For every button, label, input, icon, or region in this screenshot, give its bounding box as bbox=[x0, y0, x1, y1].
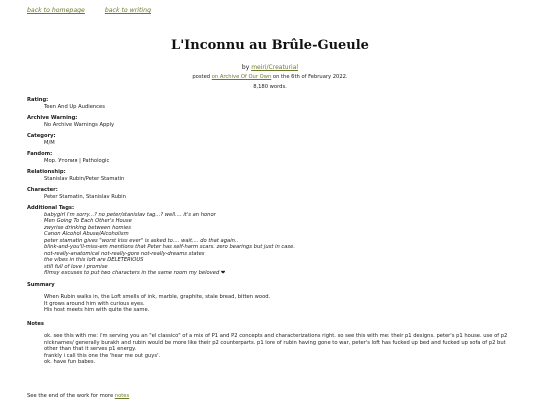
notes-line: frankly i call this one the 'hear me out guys'. bbox=[44, 352, 161, 359]
tags-block bbox=[27, 205, 527, 277]
tag-item: zwyrise drinking between homies bbox=[44, 224, 131, 231]
summary-label: Summary bbox=[27, 281, 55, 288]
tag-item: not-really-anatomical not-really-gore not-really-dreams states bbox=[44, 250, 205, 257]
warning-block bbox=[27, 115, 527, 128]
work-metadata bbox=[27, 97, 527, 371]
relationship-label: Relationship: bbox=[27, 169, 66, 175]
notes-line: ok. see this with me: i'm serving you an "el classico" of a mix of P1 and P2 concepts and characterizations right. so see this with me: their p1 designs. peter's p1 house. use of p2 nicknames/ generally burakh and rubin would be more like their p2 counterparts. p1 lore of rubin having gone to war, peter's loft has fucked up bed and fucked up sofa of p2 but other than that it serves p1 energy. bbox=[44, 333, 508, 352]
summary-line: When Rubin walks in, the Loft smells of ink, marble, graphite, stale bread, bitten wood. bbox=[44, 294, 271, 300]
end-notes-text: See the end of the work for more bbox=[27, 393, 114, 399]
tag-item: still full of love i promise bbox=[44, 263, 108, 270]
notes-label: Notes bbox=[27, 320, 44, 327]
tag-item: peter stamatin gives "worst kiss ever" is asked to.... wait.... do that again.. bbox=[44, 237, 239, 244]
character-label: Character: bbox=[27, 187, 58, 193]
character-value: Peter Stamatin, Stanislav Rubin bbox=[44, 193, 126, 200]
fandom-block bbox=[27, 151, 527, 164]
end-notes-pointer bbox=[27, 393, 129, 400]
tags-label: Additional Tags: bbox=[27, 205, 75, 211]
relationship-value: Stanislav Rubin/Peter Stamatin bbox=[44, 175, 125, 182]
by-prefix: by bbox=[241, 64, 250, 71]
summary-line: It grows around him with curious eyes. bbox=[44, 300, 145, 307]
fandom-label: Fandom: bbox=[27, 151, 53, 157]
posted-prefix: posted bbox=[192, 74, 211, 80]
category-label: Category: bbox=[27, 133, 56, 139]
summary-block bbox=[27, 282, 527, 314]
notes-block bbox=[27, 321, 527, 366]
back-to-homepage-link[interactable]: back to homepage bbox=[27, 7, 85, 14]
posted-info bbox=[0, 74, 540, 81]
rating-block bbox=[27, 97, 527, 110]
warning-label: Archive Warning: bbox=[27, 115, 78, 121]
fandom-value: Мор. Утопия | Pathologic bbox=[44, 157, 110, 164]
summary-line: His host meets him with quite the same. bbox=[44, 307, 150, 313]
posted-date: on the 6th of February 2022. bbox=[272, 74, 348, 80]
rating-value: Teen And Up Audiences bbox=[44, 103, 105, 110]
warning-value: No Archive Warnings Apply bbox=[44, 121, 115, 128]
page-title: L'Inconnu au Brûle-Gueule bbox=[171, 38, 369, 53]
tag-item: babygirl i'm sorry...? no peter/stanislav tag...? well.... it's an honor bbox=[44, 211, 216, 218]
byline bbox=[0, 64, 540, 72]
category-value: M/M bbox=[44, 139, 55, 146]
end-notes-link[interactable]: notes bbox=[114, 393, 130, 399]
character-block bbox=[27, 187, 527, 200]
word-count: 8,180 words. bbox=[253, 84, 287, 90]
tag-item: flimsy excuses to put two characters in the same room my beloved ❤ bbox=[44, 270, 226, 276]
rating-label: Rating: bbox=[27, 97, 49, 103]
archive-link[interactable]: on Archive Of Our Own bbox=[211, 74, 272, 80]
top-nav bbox=[27, 7, 169, 15]
relationship-block bbox=[27, 169, 527, 182]
tag-item: Men Going To Each Other's House bbox=[44, 218, 132, 224]
tag-item: the vibes in this loft are DELETERIOUS bbox=[44, 257, 144, 263]
category-block bbox=[27, 133, 527, 146]
author-link[interactable]: meiri/Creaturial bbox=[251, 64, 299, 71]
tag-item: blink-and-you'll-miss-em mentions that Peter has self-harm scars. zero bearings but just in case. bbox=[44, 244, 295, 250]
back-to-writing-link[interactable]: back to writing bbox=[104, 7, 151, 14]
notes-line: ok. have fun babes. bbox=[44, 359, 96, 365]
tag-item: Canon Alcohol Abuse/Alcoholism bbox=[44, 231, 129, 237]
